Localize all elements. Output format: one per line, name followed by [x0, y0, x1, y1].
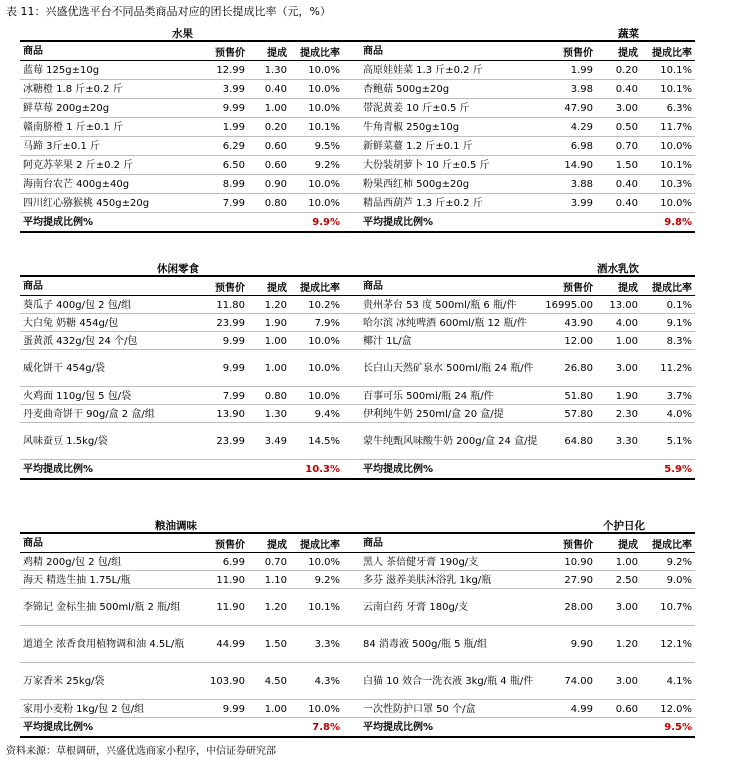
row-divider [20, 349, 695, 350]
header-row [20, 277, 355, 295]
table-row [360, 350, 695, 387]
table-row [360, 700, 695, 718]
presale-price: 47.90 [564, 103, 593, 114]
commission: 1.00 [264, 363, 287, 374]
commission-rate: 10.0% [308, 84, 340, 95]
presale-price: 57.80 [564, 408, 593, 420]
commission-rate: 9.5% [314, 141, 340, 152]
row-divider [20, 717, 695, 718]
commission: 0.80 [264, 198, 287, 209]
presale-price: 7.99 [222, 198, 245, 209]
bottom-rule [20, 231, 695, 233]
presale-price: 6.50 [222, 160, 245, 171]
table-row [20, 99, 355, 118]
commission-rate: 10.0% [308, 198, 340, 209]
average-value: 7.8% [312, 721, 340, 733]
header-price: 预售价 [215, 282, 245, 294]
row-divider [20, 174, 695, 175]
table-row [360, 61, 695, 80]
commission: 1.10 [264, 574, 287, 586]
commission: 0.50 [615, 122, 638, 133]
section-title: 蔬菜 [618, 28, 639, 40]
product-name: 百事可乐 500ml/瓶 24 瓶/件 [363, 390, 494, 402]
commission-rate: 10.3% [660, 179, 692, 190]
table-row [360, 553, 695, 571]
commission-rate: 10.0% [308, 390, 340, 402]
commission-rate: 11.2% [660, 363, 692, 374]
product-name: 蓝莓 125g±10g [23, 65, 100, 76]
commission-rate: 9.2% [314, 160, 340, 171]
product-name: 带泥黄姜 10 斤±0.5 斤 [363, 103, 470, 114]
product-name: 丹麦曲奇饼干 90g/盒 2 盒/组 [23, 408, 155, 420]
header-rate: 提成比率 [300, 47, 340, 59]
presale-price: 11.90 [216, 602, 245, 613]
product-name: 冰糖橙 1.8 斤±0.2 斤 [23, 84, 123, 95]
row-divider [20, 117, 695, 118]
average-value: 9.9% [312, 216, 340, 228]
header-commission: 提成 [618, 47, 638, 59]
section-title: 个护日化 [603, 520, 645, 532]
table-row [20, 61, 355, 80]
product-name: 新鲜菜薹 1.2 斤±0.1 斤 [363, 141, 473, 152]
average-label: 平均提成比例% [363, 463, 434, 475]
product-name: 贵州茅台 53 度 500ml/瓶 6 瓶/件 [363, 299, 517, 311]
presale-price: 16995.00 [545, 299, 593, 311]
product-name: 大白兔 奶糖 454g/包 [23, 317, 119, 329]
presale-price: 4.99 [570, 703, 593, 715]
product-name: 马蹄 3斤±0.1 斤 [23, 141, 101, 152]
commission: 4.50 [264, 676, 287, 687]
table-row [20, 387, 355, 405]
header-rule [20, 60, 695, 61]
commission: 3.49 [264, 436, 287, 447]
presale-price: 9.90 [570, 639, 593, 650]
commission-rate: 6.3% [666, 103, 692, 114]
table-row [360, 423, 695, 460]
table-row [20, 571, 355, 589]
product-name: 杏鲍菇 500g±20g [363, 84, 450, 95]
table-row [360, 175, 695, 194]
header-rate: 提成比率 [652, 47, 692, 59]
product-name: 一次性防护口罩 50 个/盒 [363, 703, 476, 715]
product-name: 葵瓜子 400g/包 2 包/组 [23, 299, 132, 311]
row-divider [20, 193, 695, 194]
row-divider [20, 331, 695, 332]
commission: 0.40 [264, 84, 287, 95]
product-name: 高原娃娃菜 1.3 斤±0.2 斤 [363, 65, 483, 76]
commission: 1.50 [264, 639, 287, 650]
commission: 2.30 [615, 408, 638, 420]
table-row [20, 314, 355, 332]
table-caption: 表 11：兴盛优选平台不同品类商品对应的团长提成比率（元，%） [6, 5, 331, 18]
product-name: 海南台农芒 400g±40g [23, 179, 130, 190]
commission: 0.40 [615, 179, 638, 190]
commission-rate: 9.4% [314, 408, 340, 420]
product-name: 伊利纯牛奶 250ml/盒 20 盒/提 [363, 408, 504, 420]
commission: 0.40 [615, 198, 638, 209]
commission-rate: 10.1% [308, 602, 340, 613]
presale-price: 43.90 [564, 317, 593, 329]
product-name: 白猫 10 效合一洗衣液 3kg/瓶 4 瓶/件 [363, 676, 534, 687]
product-name: 牛角青椒 250g±10g [363, 122, 460, 133]
header-row [20, 534, 355, 552]
header-row [20, 42, 355, 60]
commission: 1.90 [264, 317, 287, 329]
header-row [360, 277, 695, 295]
header-name: 商品 [23, 45, 43, 57]
product-name: 云南白药 牙膏 180g/支 [363, 602, 469, 613]
product-name: 道道全 浓香食用植物调和油 4.5L/瓶 [23, 639, 185, 650]
commission: 0.70 [615, 141, 638, 152]
average-label: 平均提成比例% [363, 721, 434, 733]
commission: 0.20 [264, 122, 287, 133]
header-price: 预售价 [563, 539, 593, 551]
row-divider [20, 625, 695, 626]
header-commission: 提成 [267, 47, 287, 59]
commission-rate: 10.0% [308, 65, 340, 76]
product-name: 精品西葫芦 1.3 斤±0.2 斤 [363, 198, 483, 209]
header-name: 商品 [363, 537, 383, 549]
commission-rate: 9.2% [666, 556, 692, 568]
commission-rate: 5.1% [666, 436, 692, 447]
product-name: 鸡精 200g/包 2 包/组 [23, 556, 122, 568]
header-commission: 提成 [618, 539, 638, 551]
table-row [20, 405, 355, 423]
product-name: 粉果西红柿 500g±20g [363, 179, 470, 190]
row-divider [20, 570, 695, 571]
header-commission: 提成 [267, 282, 287, 294]
commission: 1.90 [615, 390, 638, 402]
commission-rate: 12.1% [660, 639, 692, 650]
table-row [360, 137, 695, 156]
table-row [20, 553, 355, 571]
product-name: 万家香米 25kg/袋 [23, 676, 105, 687]
commission: 1.30 [264, 408, 287, 420]
presale-price: 9.99 [222, 335, 245, 347]
commission: 1.00 [264, 103, 287, 114]
commission: 1.00 [264, 703, 287, 715]
product-name: 黑人 茶倍健牙膏 190g/支 [363, 556, 479, 568]
commission-rate: 10.0% [308, 335, 340, 347]
header-name: 商品 [23, 280, 43, 292]
header-rate: 提成比率 [652, 539, 692, 551]
row-divider [20, 136, 695, 137]
commission-rate: 7.9% [314, 317, 340, 329]
header-price: 预售价 [215, 539, 245, 551]
row-divider [20, 212, 695, 213]
commission-rate: 10.0% [308, 179, 340, 190]
presale-price: 11.90 [216, 574, 245, 586]
table-row [20, 80, 355, 99]
commission: 1.00 [615, 556, 638, 568]
presale-price: 9.99 [222, 103, 245, 114]
commission-rate: 10.1% [308, 122, 340, 133]
presale-price: 12.99 [216, 65, 245, 76]
commission: 3.00 [615, 363, 638, 374]
commission: 1.00 [615, 335, 638, 347]
commission-rate: 10.0% [308, 556, 340, 568]
commission: 1.20 [615, 639, 638, 650]
average-label: 平均提成比例% [23, 463, 94, 475]
commission-rate: 9.2% [314, 574, 340, 586]
table-row [360, 314, 695, 332]
commission: 0.90 [264, 179, 287, 190]
product-name: 哈尔滨 冰纯啤酒 600ml/瓶 12 瓶/件 [363, 317, 527, 329]
header-price: 预售价 [563, 282, 593, 294]
commission-rate: 10.1% [660, 84, 692, 95]
presale-price: 9.99 [222, 363, 245, 374]
row-divider [20, 386, 695, 387]
table-row [20, 626, 355, 663]
commission-rate: 4.0% [666, 408, 692, 420]
commission: 0.60 [615, 703, 638, 715]
presale-price: 28.00 [564, 602, 593, 613]
commission: 1.20 [264, 299, 287, 311]
header-commission: 提成 [618, 282, 638, 294]
presale-price: 103.90 [210, 676, 245, 687]
table-row [360, 663, 695, 700]
header-row [360, 42, 695, 60]
table-row [360, 571, 695, 589]
presale-price: 23.99 [216, 436, 245, 447]
header-price: 预售价 [563, 47, 593, 59]
commission: 3.00 [615, 602, 638, 613]
header-commission: 提成 [267, 539, 287, 551]
row-divider [20, 459, 695, 460]
row-divider [20, 699, 695, 700]
average-row [360, 718, 695, 736]
section-title: 粮油调味 [155, 520, 197, 532]
table-row [20, 423, 355, 460]
commission: 13.00 [609, 299, 638, 311]
commission: 1.30 [264, 65, 287, 76]
average-label: 平均提成比例% [23, 216, 94, 228]
average-row [20, 213, 355, 231]
average-value: 9.8% [664, 216, 692, 228]
commission-rate: 10.1% [660, 160, 692, 171]
presale-price: 8.99 [222, 179, 245, 190]
commission-rate: 4.3% [314, 676, 340, 687]
table-row [360, 194, 695, 213]
commission-rate: 10.0% [308, 703, 340, 715]
product-name: 阿克苏苹果 2 斤±0.2 斤 [23, 160, 134, 171]
product-name: 威化饼干 454g/袋 [23, 363, 105, 374]
presale-price: 26.80 [564, 363, 593, 374]
average-row [360, 460, 695, 478]
commission-rate: 10.2% [308, 299, 340, 311]
commission: 0.20 [615, 65, 638, 76]
product-name: 椰汁 1L/盒 [363, 335, 412, 347]
table-row [360, 626, 695, 663]
product-name: 风味蚕豆 1.5kg/袋 [23, 436, 108, 447]
section-title: 休闲零食 [157, 263, 199, 275]
commission: 1.50 [615, 160, 638, 171]
average-row [20, 718, 355, 736]
row-divider [20, 313, 695, 314]
product-name: 家用小麦粉 1kg/包 2 包/组 [23, 703, 145, 715]
table-row [20, 589, 355, 626]
commission: 0.60 [264, 160, 287, 171]
commission: 2.50 [615, 574, 638, 586]
commission-rate: 3.3% [314, 639, 340, 650]
presale-price: 7.99 [222, 390, 245, 402]
commission: 3.00 [615, 676, 638, 687]
table-row [20, 194, 355, 213]
header-rule [20, 552, 695, 553]
presale-price: 6.99 [222, 556, 245, 568]
presale-price: 1.99 [222, 122, 245, 133]
product-name: 李锦记 金标生抽 500ml/瓶 2 瓶/组 [23, 602, 181, 613]
commission-rate: 9.1% [666, 317, 692, 329]
average-label: 平均提成比例% [363, 216, 434, 228]
table-row [360, 118, 695, 137]
presale-price: 13.90 [216, 408, 245, 420]
presale-price: 3.98 [570, 84, 593, 95]
commission: 0.60 [264, 141, 287, 152]
commission-rate: 10.7% [660, 602, 692, 613]
commission-rate: 8.3% [666, 335, 692, 347]
commission-rate: 10.0% [308, 103, 340, 114]
commission-rate: 0.1% [666, 299, 692, 311]
product-name: 蛋黄派 432g/包 24 个/包 [23, 335, 138, 347]
product-name: 海天 精选生抽 1.75L/瓶 [23, 574, 131, 586]
average-label: 平均提成比例% [23, 721, 94, 733]
row-divider [20, 662, 695, 663]
commission-rate: 14.5% [308, 436, 340, 447]
commission-rate: 10.0% [308, 363, 340, 374]
commission: 3.30 [615, 436, 638, 447]
table-row [360, 387, 695, 405]
commission: 4.00 [615, 317, 638, 329]
product-name: 大份装胡萝卜 10 斤±0.5 斤 [363, 160, 490, 171]
average-value: 9.5% [664, 721, 692, 733]
presale-price: 11.80 [216, 299, 245, 311]
presale-price: 44.99 [216, 639, 245, 650]
table-row [360, 589, 695, 626]
commission-rate: 9.0% [666, 574, 692, 586]
presale-price: 64.80 [564, 436, 593, 447]
row-divider [20, 404, 695, 405]
product-name: 84 消毒液 500g/瓶 5 瓶/组 [363, 639, 487, 650]
product-name: 蒙牛纯甄风味酸牛奶 200g/盒 24 盒/提 [363, 436, 538, 447]
presale-price: 3.99 [222, 84, 245, 95]
table-row [360, 80, 695, 99]
product-name: 多芬 滋养美肤沐浴乳 1kg/瓶 [363, 574, 492, 586]
product-name: 火鸡面 110g/包 5 包/袋 [23, 390, 132, 402]
table-row [20, 296, 355, 314]
section-title: 水果 [172, 28, 193, 40]
presale-price: 4.29 [570, 122, 593, 133]
commission-rate: 10.1% [660, 65, 692, 76]
header-price: 预售价 [215, 47, 245, 59]
average-value: 10.3% [305, 463, 340, 475]
row-divider [20, 588, 695, 589]
product-name: 赣南脐橙 1 斤±0.1 斤 [23, 122, 124, 133]
presale-price: 6.98 [570, 141, 593, 152]
presale-price: 14.90 [564, 160, 593, 171]
header-name: 商品 [363, 45, 383, 57]
product-name: 长白山天然矿泉水 500ml/瓶 24 瓶/件 [363, 363, 534, 374]
presale-price: 1.99 [570, 65, 593, 76]
row-divider [20, 79, 695, 80]
bottom-rule [20, 478, 695, 480]
bottom-rule [20, 736, 695, 738]
table-row [20, 175, 355, 194]
presale-price: 23.99 [216, 317, 245, 329]
presale-price: 51.80 [564, 390, 593, 402]
product-name: 鲜草莓 200g±20g [23, 103, 110, 114]
section-title: 酒水乳饮 [597, 263, 639, 275]
average-row [360, 213, 695, 231]
table-row [360, 405, 695, 423]
commission: 0.70 [264, 556, 287, 568]
header-row [360, 534, 695, 552]
presale-price: 27.90 [564, 574, 593, 586]
presale-price: 3.88 [570, 179, 593, 190]
presale-price: 74.00 [564, 676, 593, 687]
commission-rate: 10.0% [660, 141, 692, 152]
table-row [20, 332, 355, 350]
table-row [360, 99, 695, 118]
header-name: 商品 [363, 280, 383, 292]
product-name: 四川红心猕猴桃 450g±20g [23, 198, 150, 209]
row-divider [20, 98, 695, 99]
commission-rate: 3.7% [666, 390, 692, 402]
row-divider [20, 155, 695, 156]
row-divider [20, 422, 695, 423]
source-note: 资料来源：草根调研，兴盛优选商家小程序，中信证券研究部 [6, 746, 276, 757]
table-row [360, 332, 695, 350]
header-name: 商品 [23, 537, 43, 549]
presale-price: 3.99 [570, 198, 593, 209]
presale-price: 9.99 [222, 703, 245, 715]
commission: 3.00 [615, 103, 638, 114]
average-row [20, 460, 355, 478]
header-rate: 提成比率 [300, 282, 340, 294]
commission: 0.80 [264, 390, 287, 402]
table-row [20, 137, 355, 156]
commission: 1.00 [264, 335, 287, 347]
presale-price: 6.29 [222, 141, 245, 152]
commission-rate: 4.1% [666, 676, 692, 687]
presale-price: 12.00 [564, 335, 593, 347]
table-row [20, 156, 355, 175]
table-row [20, 350, 355, 387]
header-rule [20, 295, 695, 296]
table-row [20, 663, 355, 700]
commission-rate: 10.0% [660, 198, 692, 209]
table-row [20, 118, 355, 137]
presale-price: 10.90 [564, 556, 593, 568]
table-row [360, 296, 695, 314]
commission-rate: 11.7% [660, 122, 692, 133]
table-row [20, 700, 355, 718]
header-rate: 提成比率 [652, 282, 692, 294]
commission: 1.20 [264, 602, 287, 613]
average-value: 5.9% [664, 463, 692, 475]
commission-rate: 12.0% [660, 703, 692, 715]
header-rate: 提成比率 [300, 539, 340, 551]
table-row [360, 156, 695, 175]
commission: 0.40 [615, 84, 638, 95]
